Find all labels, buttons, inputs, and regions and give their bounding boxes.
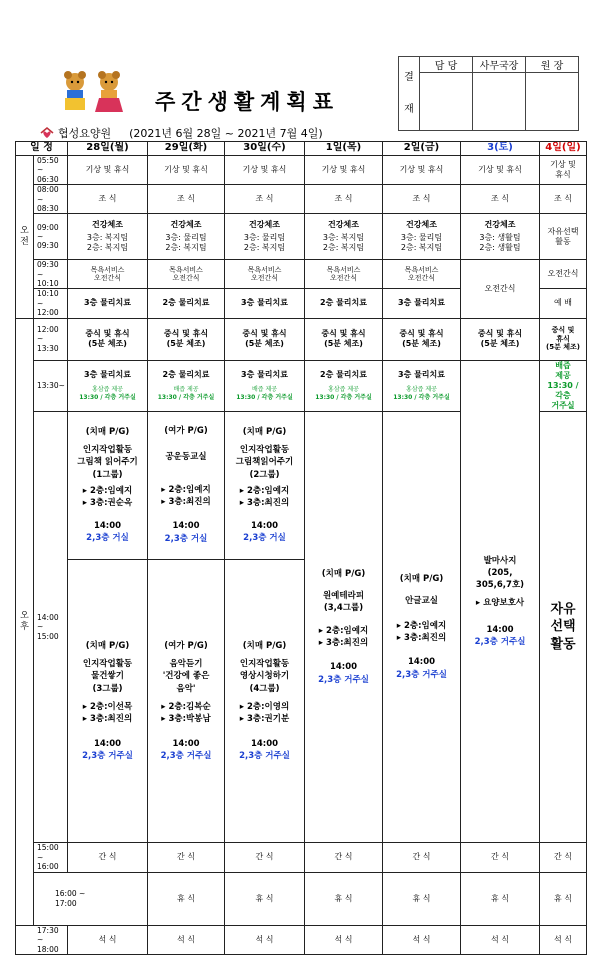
cell: 조 식 bbox=[540, 185, 587, 214]
exercise-title: 건강체조 bbox=[170, 220, 202, 230]
drink-time: 13:30 / 각층 거주실 bbox=[79, 393, 136, 401]
prog-time: 14:00 bbox=[172, 521, 200, 532]
prog-head: (치매 P/G) bbox=[242, 426, 287, 437]
prog-staff: ▸ 2층:임예지 ▸ 3층:최진의 bbox=[396, 620, 447, 643]
cell: 조 식 bbox=[461, 185, 540, 214]
cell: 중식 및 휴식 (5분 체조) bbox=[383, 318, 461, 360]
cell: 간 식 bbox=[148, 843, 225, 872]
prog-name: 인지작업활동 물건쌓기 (3그룹) bbox=[82, 659, 133, 694]
prog-time: 14:00 bbox=[93, 520, 122, 531]
prog-staff: ▸ 2층:김복순 ▸ 3층:박봉남 bbox=[161, 701, 211, 725]
prog-place: 2,3층 거실 bbox=[243, 532, 286, 543]
prog-name: 음악듣기 '건강에 좋은 음악' bbox=[162, 659, 210, 694]
pm-fri bbox=[383, 360, 461, 411]
cell: 간 식 bbox=[225, 843, 305, 872]
prog-name: 인지작업활동 그림책읽어주기 (2그룹) bbox=[235, 445, 294, 480]
prog-head: (치매 P/G) bbox=[399, 574, 444, 584]
prog-place: 2,3층 거주실 bbox=[239, 750, 290, 761]
am-label: 오 전 bbox=[16, 156, 34, 319]
prog-staff: ▸ 2층:임예지 ▸ 3층:최진의 bbox=[239, 486, 290, 509]
cell: 기상 및 휴식 bbox=[225, 156, 305, 185]
approval-role-manager: 담 당 bbox=[420, 57, 473, 73]
sun-free-am: 자유선택 활동 bbox=[540, 214, 587, 260]
prog-staff: ▸ 2층:임예지 ▸ 3층:권순옥 bbox=[82, 486, 133, 509]
prog-head: (치매 P/G) bbox=[85, 640, 130, 651]
prog-name: 공운동교실 bbox=[165, 452, 207, 463]
cell: 간 식 bbox=[540, 843, 587, 872]
approval-box bbox=[398, 56, 579, 131]
prog-staff: ▸ 2층:임예지 ▸ 3층:최진의 bbox=[161, 484, 211, 507]
cell: 기상 및 휴식 bbox=[540, 156, 587, 185]
cell: 중식 및 휴식 (5분 체조) bbox=[148, 318, 225, 360]
prog-name: 원예테라피 (3,4그룹) bbox=[322, 591, 365, 614]
cell: 석 식 bbox=[461, 926, 540, 955]
exercise-thu bbox=[305, 214, 383, 260]
approval-role-head: 원 장 bbox=[526, 57, 579, 73]
prog-staff: ▸ 2층:임예지 ▸ 3층:최진의 bbox=[318, 625, 369, 649]
prog-place: 2,3층 거실 bbox=[86, 532, 129, 543]
time-wake: 05:50 ~ 06:30 bbox=[34, 156, 68, 185]
prog-time: 14:00 bbox=[172, 738, 200, 749]
prog-wed-2 bbox=[225, 559, 305, 843]
prog-place: 2,3층 거주실 bbox=[82, 750, 133, 761]
cell: 휴 식 bbox=[148, 872, 225, 926]
drink-time: 13:30 / 각층 거주실 bbox=[315, 393, 372, 401]
schedule-table bbox=[15, 141, 587, 955]
prog-head: (치매 P/G) bbox=[85, 426, 130, 437]
drink: 홍삼즙 제공 bbox=[92, 386, 123, 393]
cell: 목욕서비스 오전간식 bbox=[68, 260, 148, 289]
cell: 3층 물리치료 bbox=[383, 289, 461, 318]
prog-time: 14:00 bbox=[250, 520, 279, 531]
header-corner: 일 정 bbox=[16, 142, 68, 156]
time-lunch: 12:00 ~ 13:30 bbox=[34, 318, 68, 360]
drink: 배즙 제공 bbox=[173, 386, 199, 393]
approval-role-director: 사무국장 bbox=[473, 57, 526, 73]
prog-place: 2,3층 거주실 bbox=[160, 750, 212, 761]
pm-thu bbox=[305, 360, 383, 411]
cell: 2층 물리치료 bbox=[148, 289, 225, 318]
prog-staff: ▸ 2층:이선목 ▸ 3층:최진의 bbox=[82, 701, 133, 725]
org-name: 협성요양원 bbox=[58, 127, 112, 140]
approval-sign-2[interactable] bbox=[473, 73, 526, 131]
cell: 석 식 bbox=[148, 926, 225, 955]
subtitle bbox=[40, 125, 323, 141]
prog-mon-2 bbox=[68, 559, 148, 843]
time-rest: 16:00 ~ 17:00 bbox=[34, 872, 148, 926]
exercise-title: 건강체조 bbox=[249, 220, 280, 230]
cell: 기상 및 휴식 bbox=[305, 156, 383, 185]
approval-jae: 재 bbox=[404, 103, 414, 115]
approval-sign-1[interactable] bbox=[420, 73, 473, 131]
day-tue: 29일(화) bbox=[148, 142, 225, 156]
cell: 석 식 bbox=[68, 926, 148, 955]
sun-free-pm: 자유 선택 활동 bbox=[540, 411, 587, 843]
pm-tue bbox=[148, 360, 225, 411]
exercise-teams: 3층: 생활팀 2층: 생활팀 bbox=[479, 233, 521, 253]
cell: 목욕서비스 오전간식 bbox=[383, 260, 461, 289]
prog-tue-2 bbox=[148, 559, 225, 843]
cell: 석 식 bbox=[305, 926, 383, 955]
prog-time: 14:00 bbox=[93, 738, 122, 749]
day-mon: 28일(월) bbox=[68, 142, 148, 156]
cell: 중식 및 휴식 (5분 체조) bbox=[305, 318, 383, 360]
exercise-title: 건강체조 bbox=[328, 220, 359, 230]
cell: 휴 식 bbox=[305, 872, 383, 926]
time-exercise: 09:00 ~ 09:30 bbox=[34, 214, 68, 260]
approval-sign-3[interactable] bbox=[526, 73, 579, 131]
cell: 기상 및 휴식 bbox=[461, 156, 540, 185]
day-wed: 30일(수) bbox=[225, 142, 305, 156]
cell: 석 식 bbox=[540, 926, 587, 955]
prog-place: 2,3층 거주실 bbox=[318, 674, 369, 685]
cell: 조 식 bbox=[305, 185, 383, 214]
prog-name: 발마사지 (205, 305,6,7호) bbox=[475, 555, 525, 591]
heart-house-icon bbox=[40, 127, 54, 139]
prog-staff: ▸ 요양보호사 bbox=[475, 598, 525, 609]
prog-name: 인지작업활동 영상시청하기 (4그룹) bbox=[239, 659, 290, 694]
cell: 간 식 bbox=[68, 843, 148, 872]
prog-place: 2,3층 거실 bbox=[164, 533, 208, 544]
cell: 조 식 bbox=[225, 185, 305, 214]
pm-label: 오 후 bbox=[16, 318, 34, 926]
physio: 2층 물리치료 bbox=[162, 370, 210, 379]
prog-mon-1 bbox=[68, 411, 148, 559]
time-breakfast: 08:00 ~ 08:30 bbox=[34, 185, 68, 214]
time-bath: 09:30 ~ 10:10 bbox=[34, 260, 68, 289]
cell: 석 식 bbox=[383, 926, 461, 955]
sat-snack: 오전간식 bbox=[461, 260, 540, 318]
pm-mon bbox=[68, 360, 148, 411]
physio: 3층 물리치료 bbox=[398, 370, 445, 379]
drink-time: 13:30 / 각층 거주실 bbox=[157, 393, 215, 401]
prog-place: 2,3층 거주실 bbox=[396, 669, 447, 680]
drink-time: 13:30 / 각층 거주실 bbox=[236, 393, 293, 401]
exercise-mon bbox=[68, 214, 148, 260]
time-program: 14:00 ~ 15:00 bbox=[34, 411, 68, 843]
exercise-title: 건강체조 bbox=[92, 220, 123, 230]
cell: 3층 물리치료 bbox=[68, 289, 148, 318]
prog-time: 14:00 bbox=[407, 657, 436, 668]
cell: 석 식 bbox=[225, 926, 305, 955]
drink: 홍삼즙 제공 bbox=[406, 386, 437, 393]
cell: 기상 및 휴식 bbox=[68, 156, 148, 185]
drink-time: 13:30 / 각층 거주실 bbox=[393, 393, 450, 401]
exercise-teams: 3층: 복지팀 2층: 복지팀 bbox=[322, 233, 365, 253]
cell: 목욕서비스 오전간식 bbox=[225, 260, 305, 289]
cell: 중식 및 휴식 (5분 체조) bbox=[68, 318, 148, 360]
cell: 조 식 bbox=[383, 185, 461, 214]
drink: 배즙 제공 bbox=[251, 386, 278, 393]
pm-wed bbox=[225, 360, 305, 411]
exercise-teams: 3층: 물리팀 2층: 복지팀 bbox=[165, 233, 207, 253]
day-thu: 1일(목) bbox=[305, 142, 383, 156]
exercise-teams: 3층: 물리팀 2층: 복지팀 bbox=[243, 233, 286, 253]
period: (2021년 6월 28일 ~ 2021년 7월 4일) bbox=[129, 127, 323, 140]
cell: 간 식 bbox=[383, 843, 461, 872]
prog-sat-1 bbox=[461, 360, 540, 843]
time-physio: 10:10 ~ 12:00 bbox=[34, 289, 68, 318]
prog-head: (치매 P/G) bbox=[321, 568, 366, 579]
exercise-teams: 3층: 물리팀 2층: 복지팀 bbox=[400, 233, 443, 253]
day-sat: 3(토) bbox=[461, 142, 540, 156]
day-fri: 2일(금) bbox=[383, 142, 461, 156]
prog-head: (여가 P/G) bbox=[164, 640, 208, 651]
cell: 목욕서비스 오전간식 bbox=[148, 260, 225, 289]
prog-head: (여가 P/G) bbox=[164, 426, 208, 437]
cell: 간 식 bbox=[305, 843, 383, 872]
cell: 조 식 bbox=[68, 185, 148, 214]
physio: 3층 물리치료 bbox=[241, 370, 288, 379]
approval-gyeol: 결 bbox=[404, 71, 414, 83]
day-sun: 4일(일) bbox=[540, 142, 587, 156]
prog-time: 14:00 bbox=[486, 624, 514, 635]
cell: 휴 식 bbox=[461, 872, 540, 926]
prog-wed-1 bbox=[225, 411, 305, 559]
cell: 조 식 bbox=[148, 185, 225, 214]
cell: 휴 식 bbox=[225, 872, 305, 926]
cell: 중식 및 휴식 (5분 체조) bbox=[540, 318, 587, 360]
prog-name: 인지작업활동 그림책 읽어주기 (1그룹) bbox=[77, 445, 138, 480]
cell: 목욕서비스 오전간식 bbox=[305, 260, 383, 289]
sun-drink: 배즙 제공 13:30 / 각층 거주실 bbox=[540, 360, 587, 411]
cell: 2층 물리치료 bbox=[305, 289, 383, 318]
cell: 중식 및 휴식 (5분 체조) bbox=[225, 318, 305, 360]
sun-snack: 오전간식 bbox=[540, 260, 587, 289]
cell: 중식 및 휴식 (5분 체조) bbox=[461, 318, 540, 360]
physio: 2층 물리치료 bbox=[320, 370, 367, 379]
cell: 기상 및 휴식 bbox=[383, 156, 461, 185]
prog-staff: ▸ 2층:이영의 ▸ 3층:권기분 bbox=[239, 701, 290, 725]
prog-time: 14:00 bbox=[250, 738, 279, 749]
cell: 간 식 bbox=[461, 843, 540, 872]
cell: 휴 식 bbox=[383, 872, 461, 926]
physio: 3층 물리치료 bbox=[84, 370, 131, 379]
cell: 3층 물리치료 bbox=[225, 289, 305, 318]
exercise-teams: 3층: 복지팀 2층: 복지팀 bbox=[86, 233, 129, 253]
cell: 예 배 bbox=[540, 289, 587, 318]
cell: 기상 및 휴식 bbox=[148, 156, 225, 185]
exercise-fri bbox=[383, 214, 461, 260]
page-title: 주간생활계획표 bbox=[155, 90, 340, 114]
prog-name: 안글교실 bbox=[405, 596, 438, 607]
exercise-sat bbox=[461, 214, 540, 260]
prog-time: 14:00 bbox=[329, 662, 358, 673]
prog-tue-1 bbox=[148, 411, 225, 559]
prog-fri bbox=[383, 411, 461, 843]
prog-head: (치매 P/G) bbox=[242, 640, 287, 651]
exercise-wed bbox=[225, 214, 305, 260]
exercise-title: 건강체조 bbox=[406, 220, 437, 230]
mascot-logo bbox=[55, 70, 135, 110]
cell: 휴 식 bbox=[540, 872, 587, 926]
prog-place: 2,3층 거주실 bbox=[474, 637, 526, 648]
exercise-title: 건강체조 bbox=[484, 220, 516, 230]
exercise-tue bbox=[148, 214, 225, 260]
time-1330: 13:30~ bbox=[34, 360, 68, 411]
drink: 홍삼즙 제공 bbox=[328, 386, 359, 393]
time-dinner: 17:30 ~ 18:00 bbox=[16, 926, 68, 955]
time-snack: 15:00 ~ 16:00 bbox=[34, 843, 68, 872]
prog-thu bbox=[305, 411, 383, 843]
